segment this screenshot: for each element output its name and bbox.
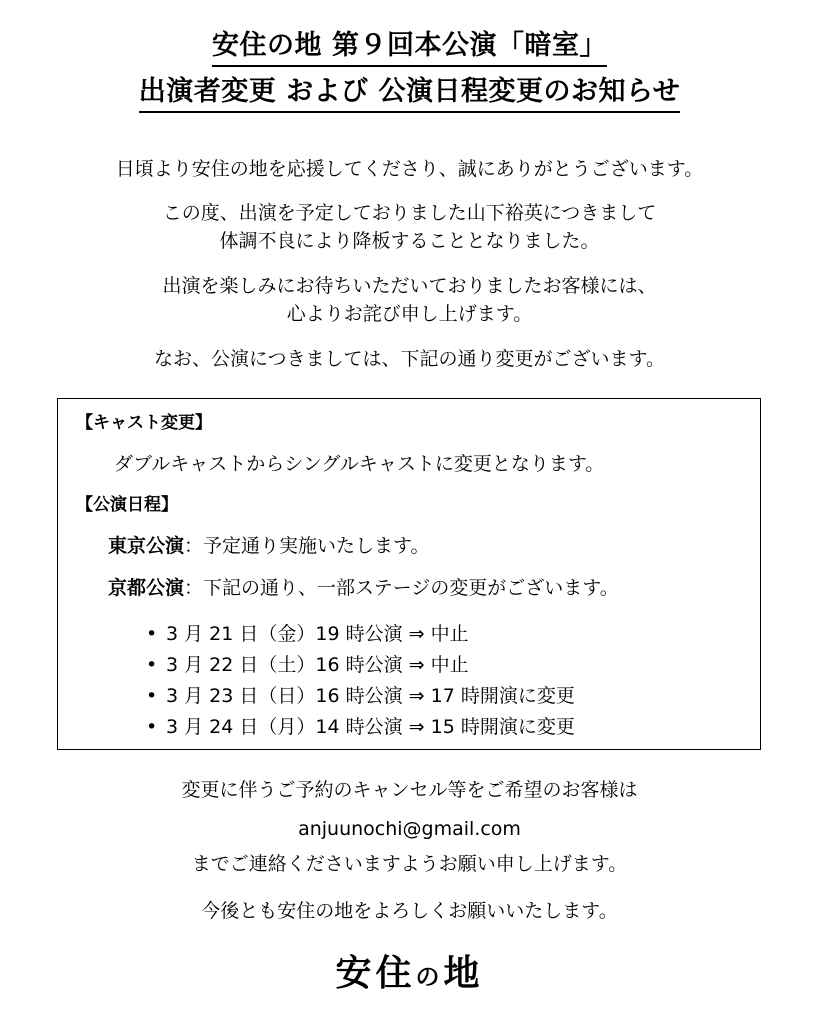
cast-change-heading: 【キャスト変更】 [76,413,212,433]
bullet-icon: • [146,623,158,645]
schedule-change: 3 月 23 日（日）16 時公演 ⇒ 17 時開演に変更 [166,685,575,707]
logo-text-1: 安住 [335,953,416,994]
tokyo-label: 東京公演 [108,535,185,557]
list-item [146,712,575,743]
title-line-2: 出演者変更 および 公演日程変更のお知らせ [139,74,681,113]
intro-apology-line-2: 心よりお詫び申し上げます。 [286,303,533,325]
title-line-1: 安住の地 第９回本公演「暗室」 [212,28,607,67]
logo-text-2: の [415,963,444,991]
tokyo-status: ：予定通り実施いたします。 [184,535,430,557]
kyoto-status: ：下記の通り、一部ステージの変更がございます。 [184,577,619,599]
intro-cast-line-2: 体調不良により降板することとなりました。 [219,230,600,252]
brand-logo [0,950,819,1001]
intro-greeting: 日頃より安住の地を応援してくださり、誠にありがとうございます。 [115,158,704,180]
intro-apology-line-1: 出演を楽しみにお待ちいただいておりましたお客様には、 [162,275,657,297]
change-details-box [57,398,761,750]
bullet-icon: • [146,685,158,707]
bullet-icon: • [146,654,158,676]
kyoto-label: 京都公演 [108,577,185,599]
closing-cancel-line: 変更に伴うご予約のキャンセル等をご希望のお客様は [181,779,638,801]
bullet-icon: • [146,716,158,738]
kyoto-row [108,575,619,601]
list-item [146,650,575,681]
schedule-change: 3 月 21 日（金）19 時公演 ⇒ 中止 [166,623,469,645]
schedule-change: 3 月 24 日（月）14 時公演 ⇒ 15 時開演に変更 [166,716,575,738]
title-block [0,28,819,120]
closing-contact-line: までご連絡くださいますようお願い申し上げます。 [191,853,628,875]
closing-thanks-line: 今後とも安住の地をよろしくお願いいたします。 [201,900,618,922]
list-item [146,619,575,650]
contact-email[interactable]: anjuunochi@gmail.com [298,818,521,840]
logo-text-3: 地 [443,953,484,994]
cast-change-text: ダブルキャストからシングルキャストに変更となります。 [114,453,605,475]
schedule-change-list [146,619,575,743]
intro-change-note: なお、公演につきましては、下記の通り変更がございます。 [153,348,666,370]
list-item [146,681,575,712]
schedule-heading: 【公演日程】 [76,495,178,515]
schedule-change: 3 月 22 日（土）16 時公演 ⇒ 中止 [166,654,469,676]
tokyo-row [108,533,430,559]
intro-cast-line-1: この度、出演を予定しておりました山下裕英につきまして [162,202,657,224]
